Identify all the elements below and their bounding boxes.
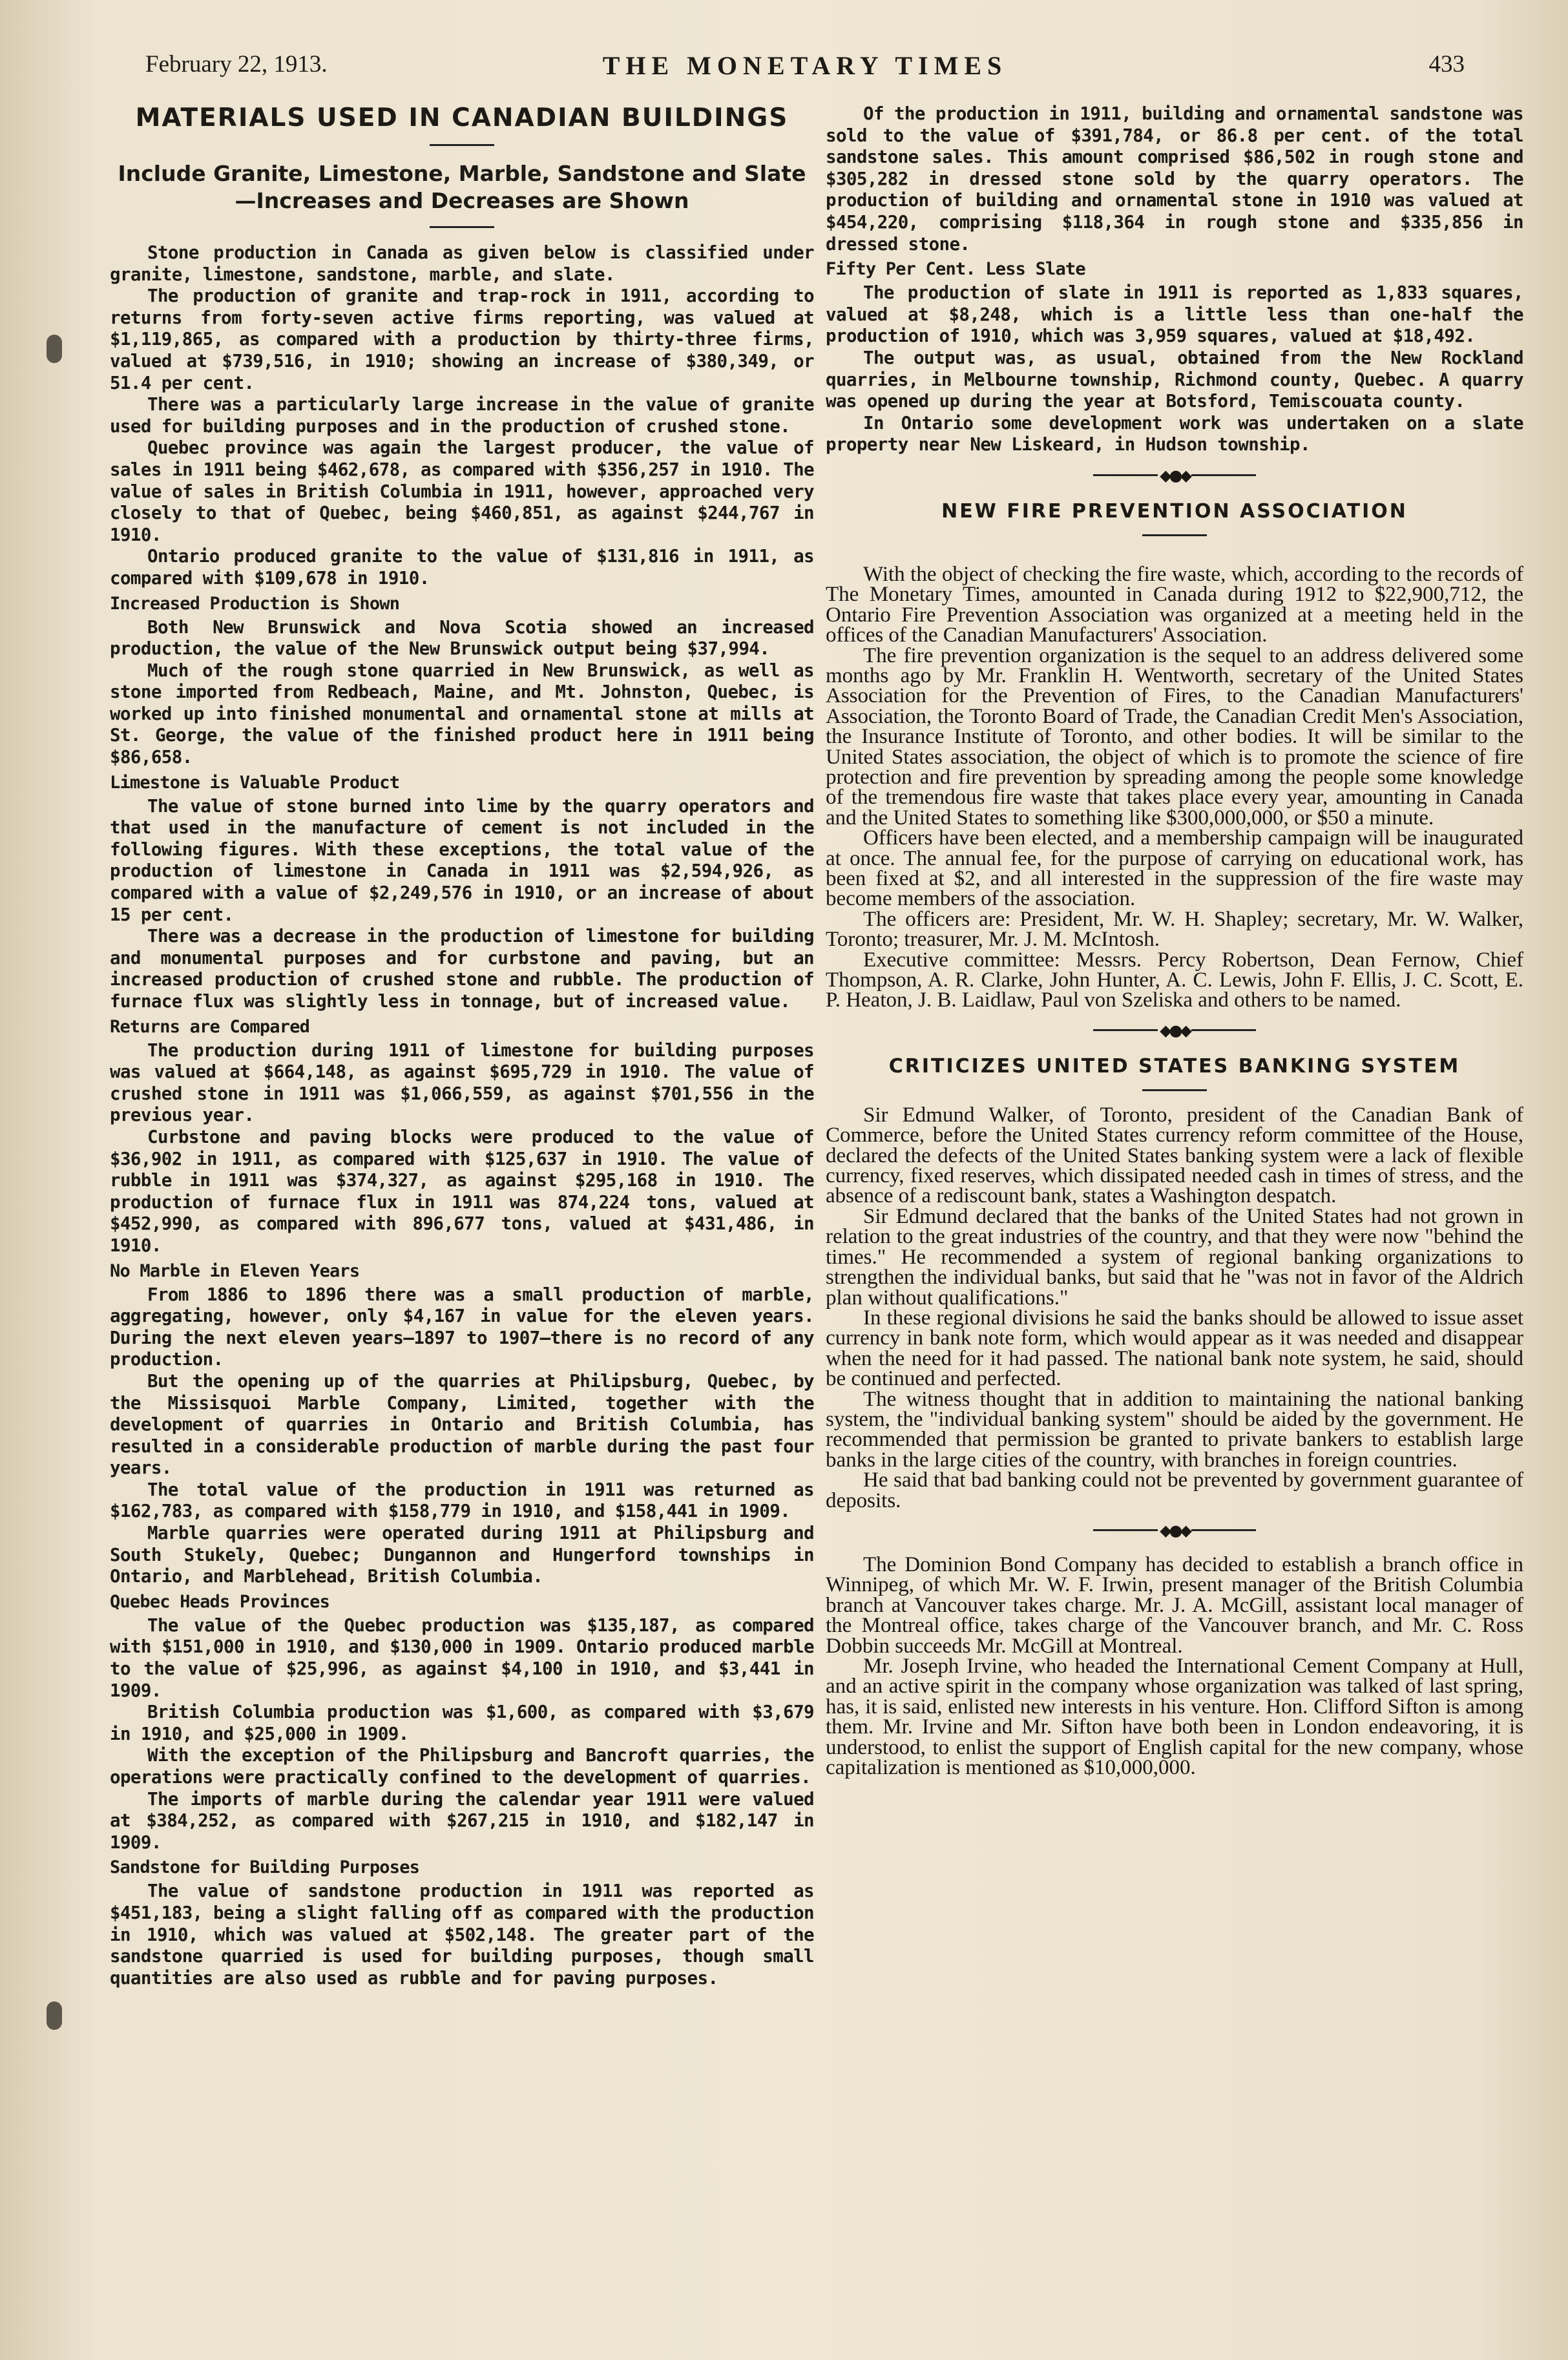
- subheading: Quebec Heads Provinces: [110, 1591, 330, 1612]
- article-title-fire-prevention: NEW FIRE PREVENTION ASSOCIATION: [941, 499, 1408, 523]
- page-header: [145, 50, 1465, 96]
- article-title-materials: MATERIALS USED IN CANADIAN BUILDINGS: [135, 103, 789, 132]
- paragraph: British Columbia production was $1,600, as compared with $3,679 in 1910, and $25,000 in 1909.: [110, 1702, 814, 1744]
- paragraph: Much of the rough stone quarried in New Brunswick, as well as stone imported from Redbeach, Maine, and Mt. Johnston, Quebec, is worked up into finished monumental and ornamental stone at mills at St. George, the value of the finished product here in 1911 being $86,658.: [110, 660, 814, 768]
- paragraph: The Dominion Bond Company has decided to establish a branch office in Winnipeg, of which Mr. W. F. Irwin, present manager of the British Columbia branch at Vancouver takes charge. Mr. J. A. McGill, assistant local manager of the Montreal office, takes charge of the Vancouver branch, and Mr. C. Ross Dobbin succeeds Mr. McGill at Montreal.: [826, 1552, 1523, 1658]
- paragraph: Ontario produced granite to the value of $131,816 in 1911, as compared with $109,678 in 1910.: [110, 546, 814, 589]
- paragraph: Of the production in 1911, building and ornamental sandstone was sold to the value of $391,784, or 86.8 per cent. of the total sandstone sales. This amount comprised $86,502 in rough stone and $305,282 in dressed stone sold by the quarry operators. The production of building and ornamental stone in 1910 was valued at $454,220, comprising $118,364 in rough stone and $335,856 in dressed stone.: [826, 103, 1523, 255]
- title-rule: [1142, 534, 1207, 536]
- paragraph: In these regional divisions he said the banks should be allowed to issue asset currency in bank note form, which would appear as it was needed and disappear when the need for it had passed. The national bank note system, he said, should be continued and perfected.: [826, 1306, 1523, 1391]
- left-column: [110, 103, 814, 1989]
- paragraph: He said that bad banking could not be prevented by government guarantee of deposits.: [826, 1468, 1523, 1512]
- subheading: Limestone is Valuable Product: [110, 772, 400, 793]
- paragraph: There was a particularly large increase in the value of granite used for building purposes and in the production of crushed stone.: [110, 394, 814, 437]
- paragraph: Officers have been elected, and a membership campaign will be inaugurated at once. The annual fee, for the purpose of carrying on educational work, has been fixed at $2, and all interested in the suppression of the fire waste may become members of the association.: [826, 826, 1523, 911]
- page-number: 433: [1428, 51, 1465, 78]
- right-column: [826, 103, 1523, 1778]
- paragraph: The value of sandstone production in 1911 was reported as $451,183, being a slight falling off as compared with the production in 1910, which was valued at $502,148. The greater part of the sandstone quarried is used for building purposes, though small quantities are also used as rubble and for paving purposes.: [110, 1881, 814, 1989]
- paragraph: The production of slate in 1911 is reported as 1,833 squares, valued at $8,248, which is a little less than one-half the production of 1910, which was 3,959 squares, valued at $18,492.: [826, 282, 1523, 347]
- paragraph: The officers are: President, Mr. W. H. Shapley; secretary, Mr. W. Walker, Toronto; treasurer, Mr. J. M. McIntosh.: [826, 907, 1523, 952]
- paragraph: The production of granite and trap-rock in 1911, according to returns from forty-seven active firms reporting, was valued at $1,119,865, as compared with a production by thirty-three firms, valued at $739,516, in 1910; showing an increase of $380,349, or 51.4 per cent.: [110, 286, 814, 393]
- paragraph: The production during 1911 of limestone for building purposes was valued at $664,148, as against $695,729 in 1910. The value of crushed stone in 1911 was $1,066,559, as against $701,556 in the previous year.: [110, 1039, 814, 1126]
- paragraph: From 1886 to 1896 there was a small production of marble, aggregating, however, only $4,167 in value for the eleven years. During the next eleven years—1897 to 1907—there is no record of any production.: [110, 1284, 814, 1370]
- issue-date: February 22, 1913.: [145, 51, 328, 78]
- article-title-banking: CRITICIZES UNITED STATES BANKING SYSTEM: [888, 1054, 1461, 1078]
- section-ornament: ◆●◆: [826, 1523, 1523, 1538]
- title-rule: [1142, 1089, 1207, 1091]
- article-deck-materials: Include Granite, Limestone, Marble, Sandstone and Slate—Increases and Decreases are Shown: [118, 161, 806, 213]
- subheading: Fifty Per Cent. Less Slate: [826, 259, 1085, 280]
- paragraph: In Ontario some development work was undertaken on a slate property near New Liskeard, in Hudson township.: [826, 412, 1523, 455]
- paragraph: Executive committee: Messrs. Percy Robertson, Dean Fernow, Chief Thompson, A. R. Clarke, John Hunter, A. C. Lewis, John F. Ellis, J. C. Scott, E. P. Heaton, J. B. Laidlaw, Paul von Szeliska and others to be named.: [826, 948, 1523, 1012]
- binding-hole-top: [47, 335, 62, 363]
- paragraph: The value of stone burned into lime by the quarry operators and that used in the manufacture of cement is not included in the following figures. With these exceptions, the total value of the production of limestone in Canada in 1911 was $2,594,926, as compared with a value of $2,249,576 in 1910, or an increase of about 15 per cent.: [110, 795, 814, 925]
- paragraph: Both New Brunswick and Nova Scotia showed an increased production, the value of the New Brunswick output being $37,994.: [110, 616, 814, 660]
- paragraph: With the object of checking the fire waste, which, according to the records of The Monetary Times, amounted in Canada during 1912 to $22,900,712, the Ontario Fire Prevention Association was organized at a meeting held in the offices of the Canadian Manufacturers' Association.: [826, 562, 1523, 647]
- deck-rule: [430, 226, 494, 228]
- subheading: Sandstone for Building Purposes: [110, 1857, 420, 1878]
- subheading: Returns are Compared: [110, 1016, 310, 1037]
- paragraph: Curbstone and paving blocks were produced to the value of $36,902 in 1911, as compared with $125,637 in 1910. The value of rubble in 1911 was $374,327, as against $295,168 in 1910. The production of furnace flux in 1911 was 874,224 tons, valued at $452,990, as compared with 896,677 tons, valued at $431,486, in 1910.: [110, 1126, 814, 1256]
- subheading: Increased Production is Shown: [110, 593, 400, 614]
- paragraph: The fire prevention organization is the sequel to an address delivered some months ago by Mr. Franklin H. Wentworth, secretary of the United States Association for the Prevention of Fires, to the Canadian Manufacturers' Association, the Toronto Board of Trade, the Canadian Credit Men's Association, the Insurance Institute of Toronto, and other bodies. It will be similar to the United States association, the object of which is to promote the science of fire protection and fire prevention by spreading among the people some knowledge of the tremendous fire waste that takes place every year, amounting in Canada and the United States to something like $300,000,000, or $50 a minute.: [826, 643, 1523, 830]
- paragraph: Sir Edmund Walker, of Toronto, president of the Canadian Bank of Commerce, before the United States currency reform committee of the House, declared the defects of the United States banking system were a lack of flexible currency, fixed reserves, which dissipated needed cash in times of stress, and the absence of a rediscount bank, states a Washington despatch.: [826, 1103, 1523, 1208]
- subheading: No Marble in Eleven Years: [110, 1260, 360, 1281]
- paragraph: The imports of marble during the calendar year 1911 were valued at $384,252, as compared with $267,215 in 1910, and $182,147 in 1909.: [110, 1788, 814, 1853]
- paragraph: The output was, as usual, obtained from the New Rockland quarries, in Melbourne township, Richmond county, Quebec. A quarry was opened up during the year at Botsford, Temiscouata county.: [826, 347, 1523, 412]
- paragraph: The total value of the production in 1911 was returned as $162,783, as compared with $158,779 in 1910, and $158,441 in 1909.: [110, 1479, 814, 1522]
- paragraph: There was a decrease in the production of limestone for building and monumental purposes and for curbstone and paving, but an increased production of crushed stone and rubble. The production of furnace flux was slightly less in tonnage, but of increased value.: [110, 926, 814, 1012]
- section-ornament: ◆●◆: [826, 1023, 1523, 1038]
- paragraph: Sir Edmund declared that the banks of the United States had not grown in relation to the great industries of the country, and that they were now "behind the times." He recommended a system of regional banking organizations to strengthen the individual banks, but said that he "was not in favor of the Aldrich plan without qualifications.": [826, 1204, 1523, 1310]
- paragraph: The value of the Quebec production was $135,187, as compared with $151,000 in 1910, and $130,000 in 1909. Ontario produced marble to the value of $25,996, as against $4,100 in 1910, and $3,441 in 1909.: [110, 1614, 814, 1701]
- publication-title: THE MONETARY TIMES: [602, 51, 1008, 80]
- paragraph: Stone production in Canada as given below is classified under granite, limestone, sandstone, marble, and slate.: [110, 242, 814, 285]
- paragraph: Marble quarries were operated during 1911 at Philipsburg and South Stukely, Quebec; Dungannon and Hungerford townships in Ontario, and Marblehead, British Columbia.: [110, 1523, 814, 1587]
- paragraph: But the opening up of the quarries at Philipsburg, Quebec, by the Missisquoi Marble Company, Limited, together with the development of quarries in Ontario and British Columbia, has resulted in a considerable production of marble during the past four years.: [110, 1370, 814, 1479]
- paragraph: With the exception of the Philipsburg and Bancroft quarries, the operations were practically confined to the development of quarries.: [110, 1745, 814, 1788]
- title-rule: [430, 144, 494, 146]
- section-ornament: ◆●◆: [826, 468, 1523, 483]
- paragraph: Quebec province was again the largest producer, the value of sales in 1911 being $462,678, as compared with $356,257 in 1910. The value of sales in British Columbia in 1911, however, approached very closely to that of Quebec, being $460,851, as against $244,767 in 1910.: [110, 437, 814, 545]
- binding-hole-bottom: [47, 2001, 62, 2030]
- paragraph: The witness thought that in addition to maintaining the national banking system, the "individual banking system" should be aided by the government. He recommended that permission be granted to private bankers to establish large banks in the large cities of the country, with branches in foreign countries.: [826, 1387, 1523, 1472]
- paragraph: Mr. Joseph Irvine, who headed the International Cement Company at Hull, and an active spirit in the company whose organization was talked of last spring, has, it is said, enlisted new interests in his venture. Hon. Clifford Sifton is among them. Mr. Irvine and Mr. Sifton have both been in London endeavoring, it is understood, to enlist the support of English capital for the new company, whose capitalization is mentioned as $10,000,000.: [826, 1655, 1523, 1780]
